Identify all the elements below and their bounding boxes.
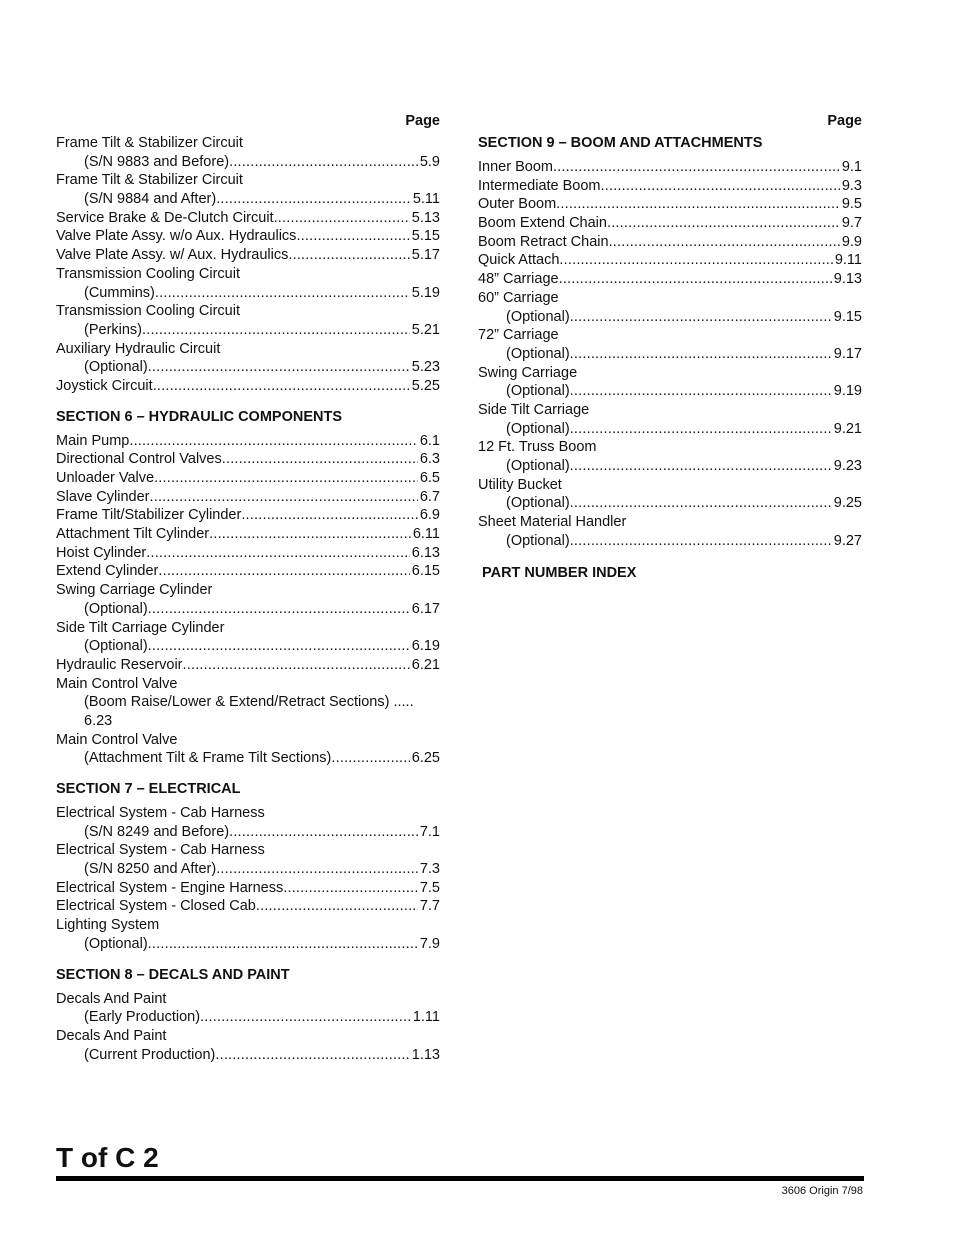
dot-leader [215,1046,409,1065]
toc-page-number: 6.5 [419,470,440,486]
toc-page-number: 9.1 [841,159,862,175]
toc-entry[interactable] [56,377,440,396]
toc-entry[interactable] [478,251,862,270]
toc-entry-label: (Optional) [506,383,570,400]
page-column-label: Page [405,113,440,129]
toc-page-number: 1.11 [412,1009,440,1026]
toc-entry-label: (Early Production) [84,1009,201,1026]
toc-entry[interactable] [56,600,440,619]
toc-page-number: 6.15 [411,563,440,580]
toc-entry-label: Joystick Circuit [56,377,153,394]
dot-leader [570,308,832,327]
toc-entry-label: (Optional) [506,308,570,325]
toc-entry-label: Decals And Paint [56,1027,167,1044]
dot-leader [274,209,410,228]
toc-entry[interactable] [478,420,862,439]
toc-entry-title [478,513,862,532]
toc-entry[interactable] [56,227,440,246]
toc-entry-title [56,916,440,935]
toc-entry[interactable] [478,177,862,196]
toc-page-number: 6.19 [411,638,440,655]
section-heading: SECTION 8 – DECALS AND PAINT [56,966,290,983]
toc-page-number: 6.17 [411,600,440,617]
dot-leader [142,321,410,340]
dot-leader [288,246,409,265]
toc-entry-label: (Optional) [84,359,148,376]
toc-page-number: 9.11 [834,252,862,269]
toc-entry[interactable] [56,1046,440,1065]
dot-leader [183,656,410,675]
toc-entry-label: (Optional) [506,420,570,437]
toc-entry-title [478,364,862,383]
toc-entry[interactable] [478,270,862,289]
toc-entry-label: 60” Carriage [478,289,559,306]
toc-page-number: 7.1 [419,823,440,840]
toc-entry-label: (Cummins) [84,284,155,301]
toc-page-number: 5.15 [411,228,440,245]
toc-entry[interactable] [478,345,862,364]
toc-entry[interactable] [56,897,440,916]
section-heading: SECTION 7 – ELECTRICAL [56,781,241,797]
dot-leader [556,195,840,214]
toc-page-number: 6.3 [419,451,440,468]
toc-entry-label: Quick Attach [478,252,560,269]
toc-page-number: 9.5 [841,196,862,213]
dot-leader [154,469,418,488]
toc-page-number: 9.13 [833,271,862,288]
toc-entry-label: (S/N 9883 and Before) [84,153,230,170]
toc-entry-label: Hoist Cylinder [56,544,147,561]
dot-leader [148,637,410,656]
toc-entry-label: (S/N 8249 and Before) [84,823,230,840]
toc-entry-title [56,731,440,750]
toc-page-number: 9.23 [833,458,862,474]
toc-entry[interactable] [56,637,440,656]
toc-entry[interactable] [56,209,440,228]
toc-entry-label: Frame Tilt & Stabilizer Circuit [56,135,243,151]
dot-leader [153,377,410,396]
toc-entry-label: Electrical System - Cab Harness [56,805,265,821]
toc-page-number: 7.5 [419,879,440,896]
dot-leader [229,153,418,172]
toc-entry[interactable] [56,432,440,451]
toc-entry-label: Outer Boom [478,196,557,213]
toc-entry[interactable] [56,656,440,675]
dot-leader [216,190,411,209]
dot-leader [129,432,417,451]
dot-leader [155,284,410,303]
toc-entry-page-line [56,712,440,731]
toc-entry-label: Valve Plate Assy. w/o Aux. Hydraulics [56,228,297,245]
toc-entry[interactable] [478,233,862,252]
toc-entry-title [56,581,440,600]
dot-leader [607,214,840,233]
toc-list-right [478,134,862,588]
toc-entry[interactable] [478,382,862,401]
toc-entry-label: Auxiliary Hydraulic Circuit [56,340,221,357]
toc-page-number: 6.11 [412,526,440,543]
toc-entry[interactable] [56,749,440,768]
toc-entry[interactable] [56,879,440,898]
dot-leader [570,345,832,364]
toc-entry-title [478,476,862,495]
dot-leader [570,532,832,551]
toc-entry-label: (Optional) [84,600,148,617]
toc-entry[interactable] [56,544,440,563]
toc-entry-label: Frame Tilt/Stabilizer Cylinder [56,507,242,524]
toc-entry-label: (Optional) [506,345,570,362]
toc-page-number: 9.15 [833,308,862,325]
toc-entry-title [56,990,440,1009]
toc-page-number: 9.25 [833,495,862,512]
toc-page-number: 6.25 [411,750,440,767]
toc-page-number: 9.19 [833,383,862,400]
toc-entry-label: Transmission Cooling Circuit [56,303,240,320]
toc-page-number: 6.9 [419,507,440,524]
toc-entry-label: (Current Production) [84,1046,216,1063]
toc-entry-label: Intermediate Boom [478,177,601,194]
dot-leader [570,382,832,401]
toc-entry[interactable] [56,284,440,303]
toc-page-number: 9.3 [841,177,862,194]
dot-leader [559,270,832,289]
toc-page-number: 5.17 [411,247,440,264]
toc-page-number: 6.13 [411,544,440,561]
toc-entry-label: Lighting System [56,917,160,934]
dot-leader [296,227,409,246]
section-heading: SECTION 9 – BOOM AND ATTACHMENTS [478,135,763,151]
dot-leader [256,897,418,916]
dot-leader [229,823,418,842]
toc-entry[interactable] [56,469,440,488]
toc-page-number: 5.19 [411,284,440,301]
toc-entry-label: Electrical System - Closed Cab [56,898,256,915]
toc-entry[interactable] [56,562,440,581]
toc-entry-label: Hydraulic Reservoir [56,656,183,673]
toc-entry-label: Frame Tilt & Stabilizer Circuit [56,172,243,189]
dot-leader [570,457,832,476]
toc-entry-title [56,134,440,153]
dot-leader [570,420,832,439]
section-heading: SECTION 6 – HYDRAULIC COMPONENTS [56,408,342,425]
toc-entry-title [478,438,862,457]
toc-entry-title [56,265,440,284]
dot-leader [200,1008,411,1027]
toc-entry[interactable] [478,532,862,551]
toc-entry-label: Main Control Valve [56,675,178,692]
dot-leader [241,506,418,525]
toc-entry-label: (S/N 8250 and After) [84,861,217,878]
toc-entry[interactable] [56,358,440,377]
toc-entry-title [478,289,862,308]
toc-entry[interactable] [56,823,440,842]
toc-entry-label: Main Control Valve [56,731,178,748]
toc-page-number: 9.7 [841,215,862,232]
toc-entry-title [56,841,440,860]
toc-entry-label: Boom Extend Chain [478,215,607,232]
toc-entry-label: Boom Retract Chain [478,233,609,250]
toc-entry-title [56,804,440,823]
dot-leader [609,233,840,252]
toc-entry-label: Inner Boom [478,159,553,175]
toc-page-number: 9.21 [833,420,862,437]
dot-leader [553,158,840,177]
toc-entry-label: Swing Carriage [478,364,578,381]
toc-entry-label: Main Pump [56,432,130,449]
toc-page-number: 6.7 [419,488,440,505]
dot-leader [222,450,418,469]
toc-entry-label: Electrical System - Cab Harness [56,842,265,859]
toc-page-number: 5.23 [411,359,440,376]
toc-entry[interactable] [56,1008,440,1027]
toc-entry[interactable] [478,158,862,177]
toc-entry-label: (Optional) [506,458,570,474]
toc-entry-title [56,302,440,321]
toc-page-number: 5.9 [419,153,440,170]
toc-entry-label: (Optional) [506,532,570,549]
toc-entry[interactable] [56,450,440,469]
toc-entry[interactable] [56,190,440,209]
toc-entry-label: Directional Control Valves [56,451,222,468]
toc-page-number: 7.9 [419,935,440,952]
toc-entry-label: Extend Cylinder [56,563,159,580]
toc-entry-title [478,326,862,345]
toc-page-number: 6.1 [419,432,440,449]
toc-entry-title [56,340,440,359]
toc-entry[interactable] [56,693,440,712]
dot-leader [146,544,410,563]
toc-page-number: 5.11 [412,191,440,208]
toc-entry[interactable] [56,488,440,507]
dot-leader [601,177,840,196]
toc-list-left [56,134,440,1064]
toc-entry-label: (Perkins) [84,321,143,338]
toc-entry-label: Slave Cylinder [56,488,150,505]
toc-page-number: 9.27 [833,532,862,549]
toc-page-number: 7.7 [419,898,440,915]
toc-page-number: 5.21 [411,321,440,338]
toc-page-number: 6.21 [411,656,440,673]
toc-entry-label: Attachment Tilt Cylinder [56,526,210,543]
toc-page-number: 9.9 [841,233,862,250]
toc-entry-label: Service Brake & De-Clutch Circuit [56,209,274,226]
toc-column-left [56,111,440,1064]
toc-entry[interactable] [56,525,440,544]
toc-entry-label: Swing Carriage Cylinder [56,582,213,599]
toc-entry[interactable] [56,321,440,340]
toc-entry-title [56,619,440,638]
toc-entry-label: (Optional) [84,935,148,952]
toc-page-number: 9.17 [833,345,862,362]
dot-leader [331,749,409,768]
toc-entry[interactable] [56,153,440,172]
toc-entry-label: (S/N 9884 and After) [84,191,217,208]
page-title: T of C 2 [56,1142,159,1173]
toc-entry[interactable] [478,308,862,327]
toc-column-right [478,111,862,588]
toc-page-number: 6.23 [84,712,113,729]
toc-entry-label: (Boom Raise/Lower & Extend/Retract Sections) ..... [84,694,414,711]
dot-leader [150,488,418,507]
toc-entry[interactable] [478,494,862,513]
toc-entry[interactable] [56,506,440,525]
toc-page-number: 7.3 [419,861,440,878]
toc-entry-title [56,675,440,694]
toc-page-number: 5.25 [411,377,440,394]
page-column-label: Page [827,113,862,129]
toc-entry-label: Decals And Paint [56,990,167,1007]
document-code: 3606 Origin 7/98 [781,1185,863,1197]
toc-entry[interactable] [56,860,440,879]
dot-leader [148,935,418,954]
dot-leader [148,358,410,377]
toc-entry-title [478,401,862,420]
toc-entry-label: Valve Plate Assy. w/ Aux. Hydraulics [56,247,289,264]
toc-entry-label: (Optional) [506,495,570,512]
toc-entry-label: Transmission Cooling Circuit [56,265,240,282]
toc-entry-label: 12 Ft. Truss Boom [478,439,597,456]
toc-entry-label: Side Tilt Carriage [478,401,590,418]
toc-entry[interactable] [478,457,862,476]
toc-entry-label: 48” Carriage [478,271,559,288]
toc-entry-label: 72” Carriage [478,327,559,344]
dot-leader [283,879,418,898]
toc-page-number: 5.13 [411,209,440,226]
toc-entry-title [56,1027,440,1046]
toc-entry-label: (Optional) [84,638,148,655]
section-heading: PART NUMBER INDEX [482,565,637,582]
toc-entry[interactable] [478,195,862,214]
toc-entry-label: Unloader Valve [56,470,155,486]
dot-leader [148,600,410,619]
toc-entry[interactable] [56,246,440,265]
dot-leader [559,251,832,270]
toc-entry-label: (Attachment Tilt & Frame Tilt Sections) [84,750,332,767]
toc-page-number: 1.13 [411,1046,440,1063]
toc-entry-title [56,171,440,190]
dot-leader [216,860,418,879]
toc-entry-label: Side Tilt Carriage Cylinder [56,619,225,636]
dot-leader [209,525,411,544]
dot-leader [570,494,832,513]
footer-rule [56,1176,864,1181]
toc-entry-label: Utility Bucket [478,476,562,493]
toc-entry-label: Electrical System - Engine Harness [56,879,284,896]
toc-entry[interactable] [478,214,862,233]
toc-entry[interactable] [56,935,440,954]
toc-entry-label: Sheet Material Handler [478,514,627,531]
dot-leader [158,562,409,581]
